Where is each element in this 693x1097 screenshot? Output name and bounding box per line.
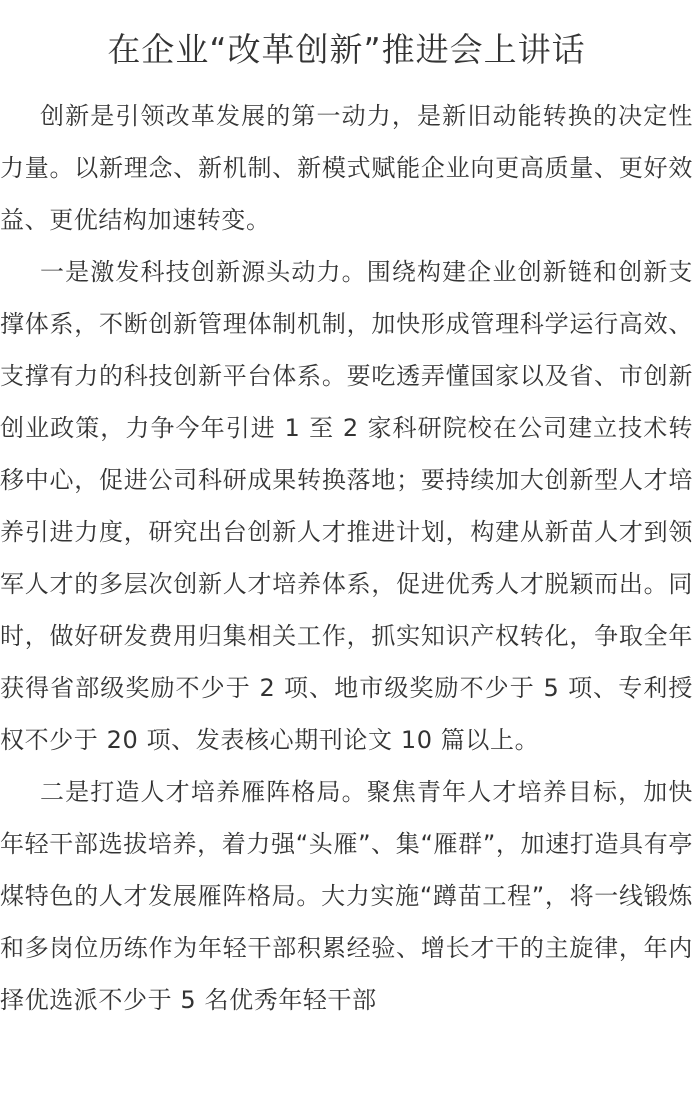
paragraph-section-2: 二是打造人才培养雁阵格局。聚焦青年人才培养目标，加快年轻干部选拔培养，着力强“头雁”、集“雁群”，加速打造具有亭煤特色的人才发展雁阵格局。大力实施“蹲苗工程”，将一线锻炼和多岗位历练作为年轻干部积累经验、增长才干的主旋律，年内择优选派不少于 5 名优秀年轻干部 [0,778,693,1014]
article-title: 在企业“改革创新”推进会上讲话 [107,30,586,69]
paragraph-section-1: 一是激发科技创新源头动力。围绕构建企业创新链和创新支撑体系，不断创新管理体制机制，加快形成管理科学运行高效、支撑有力的科技创新平台体系。要吃透弄懂国家以及省、市创新创业政策，力争今年引进 1 至 2 家科研院校在公司建立技术转移中心，促进公司科研成果转换落地；要持续加大创新型人才培养引进力度，研究出台创新人才推进计划，构建从新苗人才到领军人才的多层次创新人才培养体系，促进优秀人才脱颖而出。同时，做好研发费用归集相关工作，抓实知识产权转化，争取全年获得省部级奖励不少于 2 项、地市级奖励不少于 5 项、专利授权不少于 20 项、发表核心期刊论文 10 篇以上。 [0,258,693,754]
article-body [0,90,693,1026]
paragraph-intro: 创新是引领改革发展的第一动力，是新旧动能转换的决定性力量。以新理念、新机制、新模式赋能企业向更高质量、更好效益、更优结构加速转变。 [0,102,693,234]
